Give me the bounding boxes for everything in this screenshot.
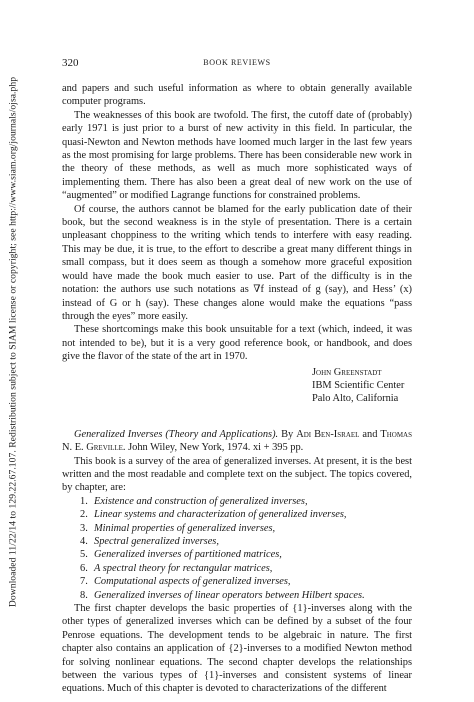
list-item: 8. Generalized inverses of linear operators between Hilbert spaces.	[80, 589, 365, 601]
book-title: Generalized Inverses (Theory and Applications).	[74, 428, 279, 440]
reviewer-name: John Greenstadt	[312, 366, 382, 378]
paragraph: The first chapter develops the basic properties of {1}-inverses along with the other types of generalized inverses which can be defined by a subset of the four Penrose equations. The development tends to be algebraic in nature. The first chapter also contains an application of {2}-inverses to a modified Newton method for solving nonlinear equations. The second chapter develops the relationships between the various types of {1}-inverses and consistent systems of linear equations. Much of this chapter is devoted to characterizations of the different	[62, 603, 412, 695]
list-item: 4. Spectral generalized inverses,	[80, 536, 219, 547]
list-item: 3. Minimal properties of generalized inverses,	[80, 522, 276, 534]
chapter-list	[62, 495, 412, 602]
book-author: Adi Ben-Israel	[296, 428, 360, 440]
paragraph: and papers and such useful information as where to obtain generally available computer programs.	[62, 83, 412, 108]
running-title: BOOK REVIEWS	[203, 58, 271, 67]
paragraph: The weaknesses of this book are twofold. The first, the cutoff date of (probably) early 1971 is just prior to a burst of new activity in this field. In particular, the quasi-Newton and Newton methods have loomed much larger in the last few years as the most promising for large problems. There has been considerable new work in the theory of these methods, as well as much more sophisticated ways of implementing them. There has also been a great deal of new work on the use of “augmented” or modified Lagrange functions for constrained problems.	[62, 109, 412, 202]
publication-info: John Wiley, New York, 1974. xi + 395 pp.	[125, 442, 304, 454]
list-item: 7. Computational aspects of generalized inverses,	[80, 576, 291, 588]
paragraph: Of course, the authors cannot be blamed for the early publication date of their book, but the second weakness is in the style of presentation. There is a certain unpleasant choppiness to the writing which tends to interfere with easy reading. This may be due, it is true, to the effort to describe a great many different things in small compass, but it does seem as though a somehow more graceful exposition would have made the book much easier to use. Part of the difficulty is in the notation: the authors use such notations as ∇f instead of g (say), and Hess’ (x) instead of G or h (say). These changes alone would make the equations “pass through the eyes” more easily.	[62, 203, 412, 322]
page-header	[62, 57, 412, 71]
paragraph: These shortcomings make this book unsuitable for a text (which, indeed, it was not intended to be), but it is a very good reference book, or handbook, and does give the flavor of the state of the art in 1970.	[62, 324, 412, 363]
download-notice-text: Downloaded 11/22/14 to 129.22.67.107. Redistribution subject to SIAM license or copyright; see http://www.siam.org/journals/ojsa.php	[7, 76, 19, 608]
reviewer-location: Palo Alto, California	[312, 393, 399, 405]
list-item: 2. Linear systems and characterization of generalized inverses,	[80, 509, 347, 521]
reviewer-signature	[312, 366, 412, 406]
review-heading: Generalized Inverses (Theory and Applications). By Adi Ben-Israel and Thomas N. E. Greville. John Wiley, New York, 1974. xi + 395 pp.	[62, 428, 413, 454]
page-body	[62, 82, 412, 696]
paragraph: This book is a survey of the area of generalized inverses. At present, it is the best written and the most readable and complete text on the subject. The topics covered, by chapter, are:	[62, 455, 412, 494]
book-author: Thomas N. E. Greville.	[62, 428, 413, 454]
list-item: 1. Existence and construction of generalized inverses,	[80, 495, 308, 507]
reviewer-organization: IBM Scientific Center	[312, 379, 405, 391]
download-notice	[6, 36, 20, 648]
list-item: 6. A spectral theory for rectangular matrices,	[80, 562, 273, 574]
list-item: 5. Generalized inverses of partitioned matrices,	[80, 549, 282, 561]
page-number: 320	[62, 57, 79, 69]
